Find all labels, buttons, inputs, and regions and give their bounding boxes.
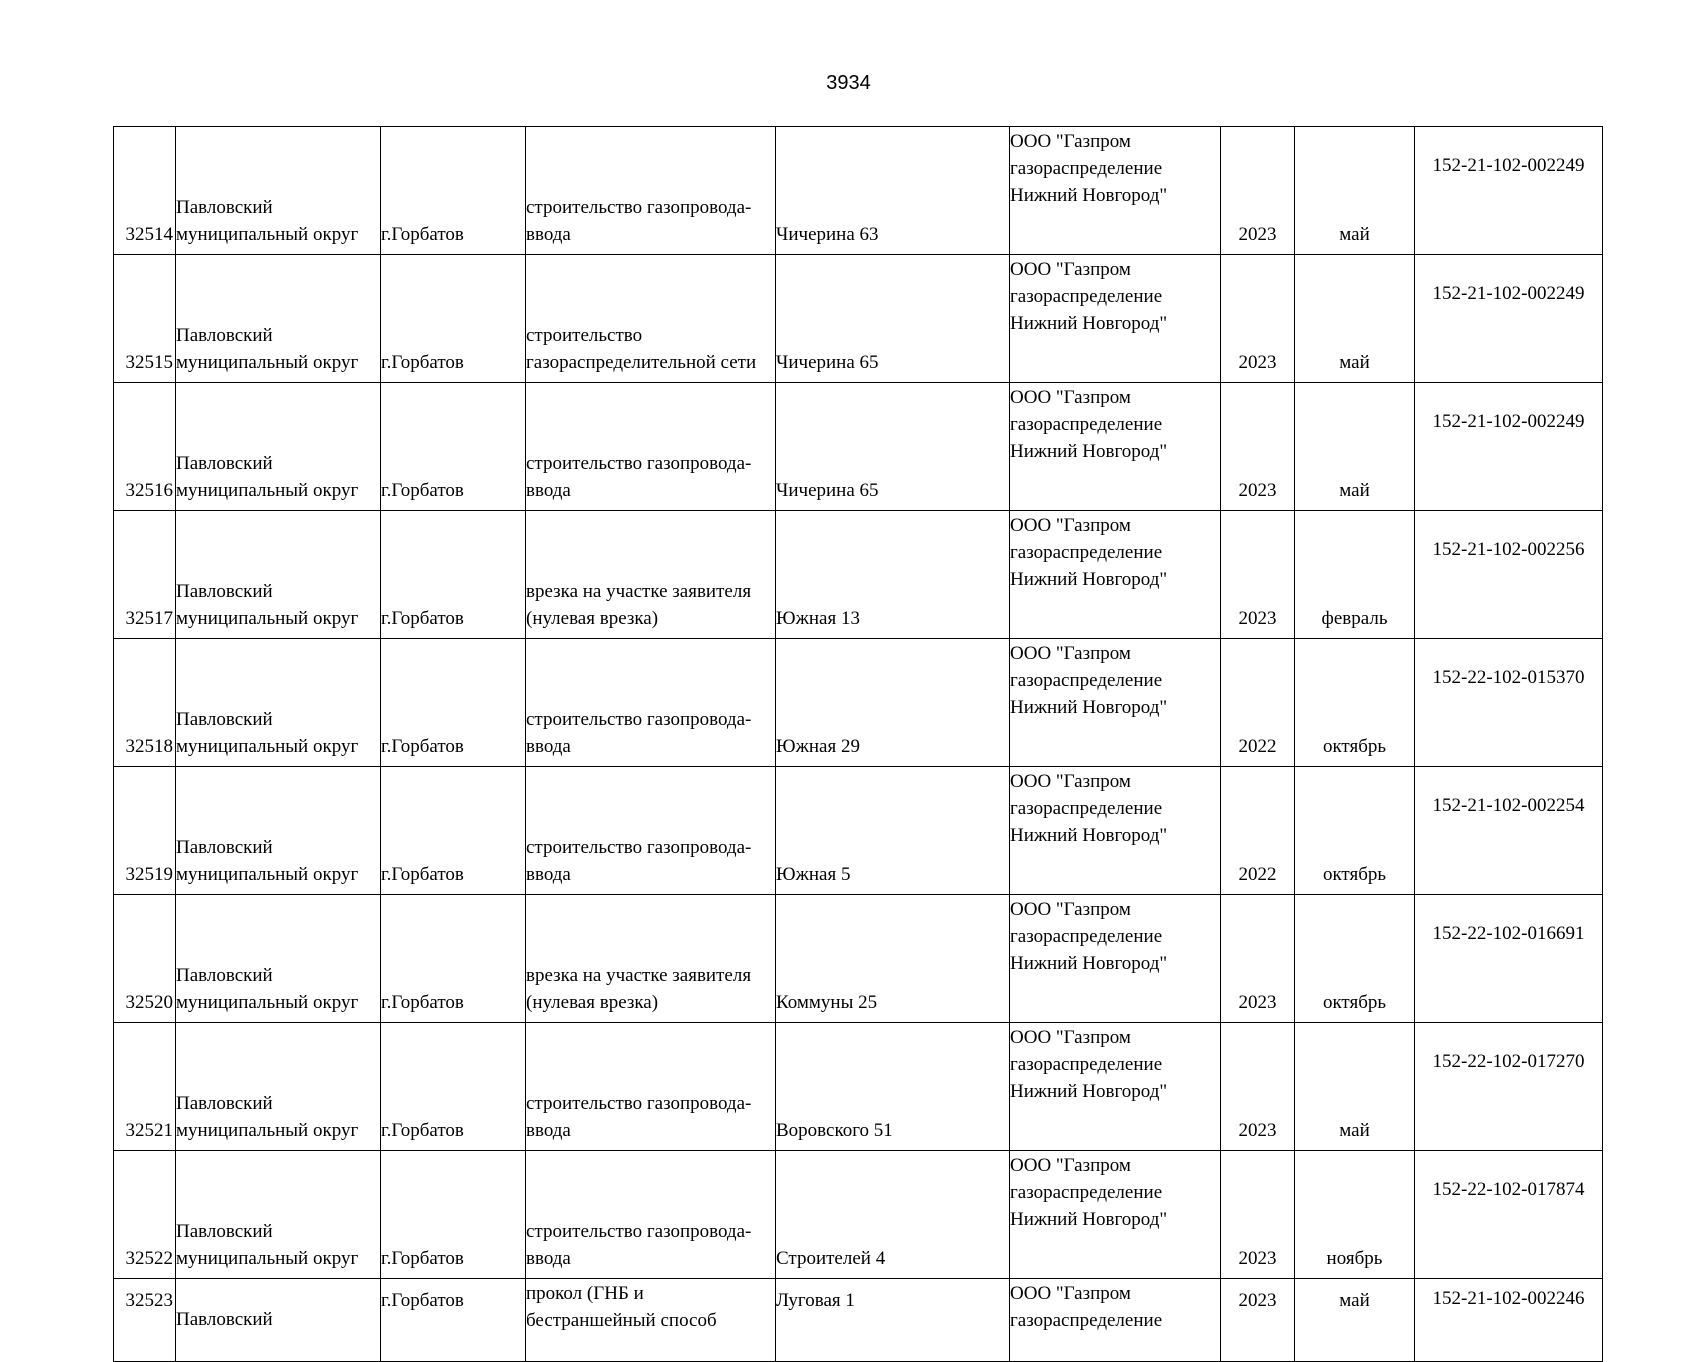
municipality-text: Павловский bbox=[176, 325, 273, 346]
gasification-table bbox=[113, 126, 1603, 1362]
organization-cell bbox=[1010, 127, 1221, 255]
organization-text: газораспределение bbox=[1010, 926, 1163, 947]
record-number-cell bbox=[114, 767, 176, 895]
city-cell bbox=[381, 1151, 526, 1279]
organization-cell bbox=[1010, 1151, 1221, 1279]
organization-text: ООО "Газпром bbox=[1010, 643, 1131, 664]
table-row bbox=[114, 383, 1603, 511]
contract-code-cell bbox=[1415, 1279, 1603, 1362]
organization-text: Нижний Новгород" bbox=[1010, 825, 1168, 846]
contract-code-text: 152-22-102-017874 bbox=[1432, 1179, 1585, 1200]
organization-cell bbox=[1010, 895, 1221, 1023]
work-type-text: ввода bbox=[526, 480, 571, 501]
municipality-text: Павловский bbox=[176, 1093, 273, 1114]
city-text: г.Горбатов bbox=[381, 480, 464, 501]
month-text: май bbox=[1339, 1120, 1370, 1141]
organization-text: Нижний Новгород" bbox=[1010, 697, 1168, 718]
contract-code-cell bbox=[1415, 511, 1603, 639]
record-number-cell bbox=[114, 895, 176, 1023]
work-type-text: (нулевая врезка) bbox=[526, 608, 659, 629]
work-type-text: ввода bbox=[526, 1120, 571, 1141]
contract-code-cell bbox=[1415, 127, 1603, 255]
record-number-text: 32522 bbox=[125, 1248, 173, 1269]
municipality-cell bbox=[176, 383, 381, 511]
address-cell bbox=[776, 511, 1010, 639]
organization-cell bbox=[1010, 1023, 1221, 1151]
month-text: октябрь bbox=[1322, 864, 1387, 885]
page-number: 3934 bbox=[826, 72, 871, 94]
contract-code-text: 152-21-102-002254 bbox=[1432, 795, 1585, 816]
organization-text: Нижний Новгород" bbox=[1010, 313, 1168, 334]
work-type-text: газораспределительной сети bbox=[526, 352, 757, 373]
organization-text: ООО "Газпром bbox=[1010, 259, 1131, 280]
year-text: 2022 bbox=[1238, 864, 1277, 885]
year-cell bbox=[1221, 127, 1295, 255]
table-row bbox=[114, 1151, 1603, 1279]
work-type-text: (нулевая врезка) bbox=[526, 992, 659, 1013]
municipality-text: Павловский bbox=[176, 1221, 273, 1242]
city-cell bbox=[381, 383, 526, 511]
work-type-cell bbox=[526, 895, 776, 1023]
year-text: 2023 bbox=[1238, 1290, 1277, 1311]
municipality-text: муниципальный округ bbox=[176, 352, 359, 373]
table-row bbox=[114, 767, 1603, 895]
organization-text: ООО "Газпром bbox=[1010, 131, 1131, 152]
year-cell bbox=[1221, 1023, 1295, 1151]
organization-cell bbox=[1010, 383, 1221, 511]
work-type-text: ввода bbox=[526, 224, 571, 245]
address-text: Чичерина 65 bbox=[776, 352, 879, 373]
organization-cell bbox=[1010, 639, 1221, 767]
table-row bbox=[114, 127, 1603, 255]
contract-code-text: 152-21-102-002249 bbox=[1432, 411, 1585, 432]
address-text: Чичерина 65 bbox=[776, 480, 879, 501]
city-cell bbox=[381, 639, 526, 767]
work-type-cell bbox=[526, 639, 776, 767]
organization-text: Нижний Новгород" bbox=[1010, 185, 1168, 206]
city-text: г.Горбатов bbox=[381, 608, 464, 629]
work-type-cell bbox=[526, 1151, 776, 1279]
address-cell bbox=[776, 255, 1010, 383]
year-cell bbox=[1221, 255, 1295, 383]
work-type-text: бестраншейный способ bbox=[526, 1310, 717, 1331]
month-cell bbox=[1295, 639, 1415, 767]
organization-text: Нижний Новгород" bbox=[1010, 569, 1168, 590]
city-cell bbox=[381, 511, 526, 639]
address-text: Коммуны 25 bbox=[776, 992, 878, 1013]
contract-code-cell bbox=[1415, 255, 1603, 383]
organization-text: ООО "Газпром bbox=[1010, 1027, 1131, 1048]
work-type-text: ввода bbox=[526, 1248, 571, 1269]
municipality-text: муниципальный округ bbox=[176, 864, 359, 885]
municipality-text: муниципальный округ bbox=[176, 224, 359, 245]
month-cell bbox=[1295, 511, 1415, 639]
month-cell bbox=[1295, 127, 1415, 255]
year-cell bbox=[1221, 767, 1295, 895]
organization-text: Нижний Новгород" bbox=[1010, 441, 1168, 462]
address-text: Строителей 4 bbox=[776, 1248, 886, 1269]
record-number-cell bbox=[114, 127, 176, 255]
work-type-text: врезка на участке заявителя bbox=[526, 965, 752, 986]
address-cell bbox=[776, 127, 1010, 255]
month-cell bbox=[1295, 767, 1415, 895]
municipality-text: муниципальный округ bbox=[176, 1120, 359, 1141]
municipality-cell bbox=[176, 1023, 381, 1151]
work-type-text: врезка на участке заявителя bbox=[526, 581, 752, 602]
year-text: 2023 bbox=[1238, 1120, 1277, 1141]
work-type-text: ввода bbox=[526, 736, 571, 757]
organization-text: газораспределение bbox=[1010, 414, 1163, 435]
month-cell bbox=[1295, 1151, 1415, 1279]
record-number-text: 32518 bbox=[125, 736, 173, 757]
record-number-text: 32514 bbox=[125, 224, 173, 245]
municipality-text: муниципальный округ bbox=[176, 1248, 359, 1269]
organization-text: ООО "Газпром bbox=[1010, 1155, 1131, 1176]
year-text: 2023 bbox=[1238, 352, 1277, 373]
municipality-cell bbox=[176, 1279, 381, 1362]
organization-text: ООО "Газпром bbox=[1010, 899, 1131, 920]
address-text: Воровского 51 bbox=[776, 1120, 893, 1141]
month-cell bbox=[1295, 1023, 1415, 1151]
address-cell bbox=[776, 383, 1010, 511]
city-text: г.Горбатов bbox=[381, 736, 464, 757]
record-number-cell bbox=[114, 1023, 176, 1151]
address-cell bbox=[776, 1279, 1010, 1362]
work-type-cell bbox=[526, 1279, 776, 1362]
work-type-cell bbox=[526, 511, 776, 639]
record-number-cell bbox=[114, 639, 176, 767]
contract-code-text: 152-21-102-002249 bbox=[1432, 155, 1585, 176]
address-text: Луговая 1 bbox=[776, 1290, 855, 1311]
record-number-cell bbox=[114, 255, 176, 383]
table-row bbox=[114, 1279, 1603, 1362]
organization-text: ООО "Газпром bbox=[1010, 515, 1131, 536]
work-type-cell bbox=[526, 127, 776, 255]
city-text: г.Горбатов bbox=[381, 992, 464, 1013]
work-type-text: строительство газопровода- bbox=[526, 709, 752, 730]
city-cell bbox=[381, 1023, 526, 1151]
address-cell bbox=[776, 895, 1010, 1023]
table-row bbox=[114, 639, 1603, 767]
month-text: октябрь bbox=[1322, 736, 1387, 757]
record-number-text: 32516 bbox=[125, 480, 173, 501]
organization-text: газораспределение bbox=[1010, 798, 1163, 819]
record-number-cell bbox=[114, 511, 176, 639]
work-type-text: ввода bbox=[526, 864, 571, 885]
municipality-text: муниципальный округ bbox=[176, 608, 359, 629]
contract-code-text: 152-21-102-002246 bbox=[1432, 1288, 1585, 1309]
month-cell bbox=[1295, 1279, 1415, 1362]
year-cell bbox=[1221, 895, 1295, 1023]
city-cell bbox=[381, 255, 526, 383]
organization-text: Нижний Новгород" bbox=[1010, 1081, 1168, 1102]
work-type-text: прокол (ГНБ и bbox=[526, 1283, 644, 1304]
organization-text: газораспределение bbox=[1010, 1310, 1163, 1331]
work-type-text: строительство газопровода- bbox=[526, 197, 752, 218]
organization-text: ООО "Газпром bbox=[1010, 771, 1131, 792]
city-text: г.Горбатов bbox=[381, 864, 464, 885]
month-cell bbox=[1295, 255, 1415, 383]
city-cell bbox=[381, 767, 526, 895]
year-text: 2023 bbox=[1238, 224, 1277, 245]
month-cell bbox=[1295, 383, 1415, 511]
municipality-cell bbox=[176, 255, 381, 383]
record-number-text: 32515 bbox=[125, 352, 173, 373]
city-text: г.Горбатов bbox=[381, 1290, 464, 1311]
contract-code-text: 152-21-102-002249 bbox=[1432, 283, 1585, 304]
address-cell bbox=[776, 1023, 1010, 1151]
municipality-text: Павловский bbox=[176, 837, 273, 858]
municipality-text: Павловский bbox=[176, 581, 273, 602]
table-row bbox=[114, 1023, 1603, 1151]
organization-cell bbox=[1010, 511, 1221, 639]
address-cell bbox=[776, 767, 1010, 895]
organization-text: ООО "Газпром bbox=[1010, 1283, 1131, 1304]
work-type-text: строительство газопровода- bbox=[526, 1093, 752, 1114]
organization-text: Нижний Новгород" bbox=[1010, 953, 1168, 974]
city-cell bbox=[381, 127, 526, 255]
municipality-cell bbox=[176, 767, 381, 895]
organization-cell bbox=[1010, 255, 1221, 383]
municipality-text: муниципальный округ bbox=[176, 736, 359, 757]
address-cell bbox=[776, 1151, 1010, 1279]
municipality-text: Павловский bbox=[176, 1309, 273, 1330]
year-cell bbox=[1221, 383, 1295, 511]
city-text: г.Горбатов bbox=[381, 224, 464, 245]
organization-cell bbox=[1010, 767, 1221, 895]
year-cell bbox=[1221, 639, 1295, 767]
organization-text: газораспределение bbox=[1010, 670, 1163, 691]
work-type-cell bbox=[526, 383, 776, 511]
contract-code-cell bbox=[1415, 1151, 1603, 1279]
municipality-text: муниципальный округ bbox=[176, 992, 359, 1013]
city-cell bbox=[381, 1279, 526, 1362]
year-text: 2023 bbox=[1238, 992, 1277, 1013]
work-type-cell bbox=[526, 1023, 776, 1151]
municipality-text: муниципальный округ bbox=[176, 480, 359, 501]
municipality-text: Павловский bbox=[176, 709, 273, 730]
address-text: Чичерина 63 bbox=[776, 224, 879, 245]
contract-code-cell bbox=[1415, 1023, 1603, 1151]
month-text: май bbox=[1339, 1290, 1370, 1311]
address-text: Южная 5 bbox=[776, 864, 851, 885]
contract-code-text: 152-22-102-017270 bbox=[1432, 1051, 1585, 1072]
city-text: г.Горбатов bbox=[381, 1248, 464, 1269]
month-cell bbox=[1295, 895, 1415, 1023]
record-number-text: 32517 bbox=[125, 608, 173, 629]
municipality-cell bbox=[176, 639, 381, 767]
contract-code-cell bbox=[1415, 383, 1603, 511]
contract-code-text: 152-22-102-015370 bbox=[1432, 667, 1585, 688]
record-number-text: 32519 bbox=[125, 864, 173, 885]
month-text: май bbox=[1339, 224, 1370, 245]
table-row bbox=[114, 255, 1603, 383]
address-text: Южная 13 bbox=[776, 608, 860, 629]
month-text: февраль bbox=[1321, 608, 1388, 629]
record-number-text: 32521 bbox=[125, 1120, 173, 1141]
municipality-text: Павловский bbox=[176, 197, 273, 218]
municipality-cell bbox=[176, 1151, 381, 1279]
municipality-text: Павловский bbox=[176, 965, 273, 986]
municipality-text: Павловский bbox=[176, 453, 273, 474]
organization-text: газораспределение bbox=[1010, 1182, 1163, 1203]
year-cell bbox=[1221, 1279, 1295, 1362]
year-text: 2023 bbox=[1238, 1248, 1277, 1269]
record-number-cell bbox=[114, 383, 176, 511]
address-text: Южная 29 bbox=[776, 736, 860, 757]
organization-text: Нижний Новгород" bbox=[1010, 1209, 1168, 1230]
city-text: г.Горбатов bbox=[381, 1120, 464, 1141]
city-text: г.Горбатов bbox=[381, 352, 464, 373]
year-text: 2023 bbox=[1238, 480, 1277, 501]
work-type-cell bbox=[526, 767, 776, 895]
contract-code-text: 152-21-102-002256 bbox=[1432, 539, 1585, 560]
organization-text: газораспределение bbox=[1010, 158, 1163, 179]
organization-text: газораспределение bbox=[1010, 542, 1163, 563]
table-body bbox=[114, 127, 1603, 1362]
year-cell bbox=[1221, 1151, 1295, 1279]
work-type-text: строительство газопровода- bbox=[526, 837, 752, 858]
address-cell bbox=[776, 639, 1010, 767]
contract-code-cell bbox=[1415, 895, 1603, 1023]
year-text: 2022 bbox=[1238, 736, 1277, 757]
organization-cell bbox=[1010, 1279, 1221, 1362]
month-text: ноябрь bbox=[1326, 1248, 1383, 1269]
year-cell bbox=[1221, 511, 1295, 639]
work-type-text: строительство bbox=[526, 325, 643, 346]
year-text: 2023 bbox=[1238, 608, 1277, 629]
month-text: май bbox=[1339, 480, 1370, 501]
table-row bbox=[114, 511, 1603, 639]
record-number-cell bbox=[114, 1279, 176, 1362]
month-text: октябрь bbox=[1322, 992, 1387, 1013]
month-text: май bbox=[1339, 352, 1370, 373]
work-type-text: строительство газопровода- bbox=[526, 1221, 752, 1242]
work-type-cell bbox=[526, 255, 776, 383]
organization-text: газораспределение bbox=[1010, 286, 1163, 307]
contract-code-cell bbox=[1415, 767, 1603, 895]
contract-code-text: 152-22-102-016691 bbox=[1432, 923, 1585, 944]
city-cell bbox=[381, 895, 526, 1023]
organization-text: газораспределение bbox=[1010, 1054, 1163, 1075]
municipality-cell bbox=[176, 895, 381, 1023]
record-number-text: 32520 bbox=[125, 992, 173, 1013]
organization-text: ООО "Газпром bbox=[1010, 387, 1131, 408]
table-row bbox=[114, 895, 1603, 1023]
municipality-cell bbox=[176, 127, 381, 255]
record-number-cell bbox=[114, 1151, 176, 1279]
contract-code-cell bbox=[1415, 639, 1603, 767]
record-number-text: 32523 bbox=[125, 1290, 173, 1311]
municipality-cell bbox=[176, 511, 381, 639]
work-type-text: строительство газопровода- bbox=[526, 453, 752, 474]
